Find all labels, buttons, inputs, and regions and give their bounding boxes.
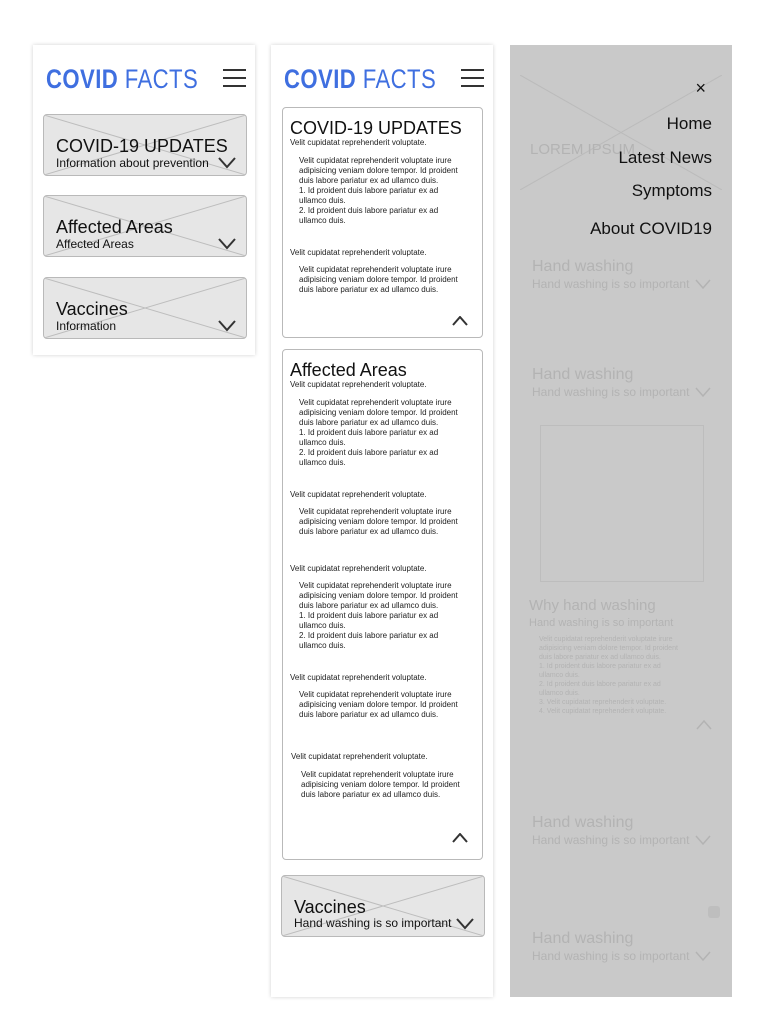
- chevron-up-icon[interactable]: [452, 833, 468, 843]
- accordion-title: COVID-19 UPDATES: [290, 118, 462, 138]
- accordion-title: Affected Areas: [290, 360, 407, 380]
- menu-item-latest-news[interactable]: Latest News: [618, 148, 712, 167]
- chevron-down-icon[interactable]: [218, 320, 236, 332]
- bg-card-title: Hand washing: [532, 930, 634, 947]
- section-body: Velit cupidatat reprehenderit voluptate irure adipisicing veniam dolore tempor. Id proident duis labore pariatur ex ad ullamco duis.: [299, 507, 458, 536]
- bg-section-title: Why hand washing: [529, 597, 656, 614]
- hamburger-menu-icon[interactable]: [461, 69, 484, 87]
- section-body: Velit cupidatat reprehenderit voluptate irure adipisicing veniam dolore tempor. Id proident duis labore pariatur ex ad ullamco duis.: [299, 265, 458, 294]
- accordion-title: Vaccines: [56, 299, 128, 319]
- screen-menu-open: [510, 45, 732, 997]
- section-subheading: Velit cupidatat reprehenderit voluptate.: [290, 490, 427, 499]
- section-subheading: Velit cupidatat reprehenderit voluptate.: [290, 138, 427, 147]
- image-placeholder: [540, 425, 704, 582]
- section-subheading: Velit cupidatat reprehenderit voluptate.: [290, 673, 427, 682]
- section-body: Velit cupidatat reprehenderit voluptate irure adipisicing veniam dolore tempor. Id proident duis labore pariatur ex ad ullamco duis. 1. Id proident duis labore pariatur ex ad ullamco duis. 2. Id proident duis labore pariatur ex ad ullamco duis.: [299, 398, 458, 467]
- accordion-subtitle: Information about prevention: [56, 156, 209, 170]
- accordion-vaccines[interactable]: [43, 277, 247, 339]
- accordion-subtitle: Affected Areas: [56, 237, 134, 251]
- screen-expanded: [271, 45, 493, 997]
- section-body: Velit cupidatat reprehenderit voluptate irure adipisicing veniam dolore tempor. Id proident duis labore pariatur ex ad ullamco duis. 1. Id proident duis labore pariatur ex ad ullamco duis. 2. Id proident duis labore pariatur ex ad ullamco duis.: [299, 581, 458, 650]
- hamburger-menu-icon[interactable]: [223, 69, 246, 87]
- app-logo[interactable]: COVID FACTS: [46, 64, 199, 94]
- accordion-affected-areas[interactable]: [43, 195, 247, 257]
- accordion-covid-updates-open: [282, 107, 483, 338]
- chevron-down-icon[interactable]: [218, 157, 236, 169]
- chevron-down-icon: [695, 951, 711, 962]
- bg-card-subtitle: Hand washing is so important: [532, 949, 690, 963]
- section-subheading: Velit cupidatat reprehenderit voluptate.: [290, 248, 427, 257]
- chevron-down-icon: [695, 835, 711, 846]
- bg-section-subtitle: Hand washing is so important: [529, 617, 674, 629]
- accordion-title: Affected Areas: [56, 217, 173, 237]
- chevron-down-icon: [695, 387, 711, 398]
- chevron-up-icon: [696, 720, 712, 730]
- app-logo[interactable]: COVID FACTS: [284, 64, 437, 94]
- hero-title: LOREM IPSUM: [530, 141, 636, 158]
- chevron-down-icon[interactable]: [218, 238, 236, 250]
- chevron-down-icon[interactable]: [456, 918, 474, 930]
- scroll-top-icon: [708, 906, 720, 918]
- section-subheading: Velit cupidatat reprehenderit voluptate.: [291, 752, 428, 761]
- accordion-title: Vaccines: [294, 897, 366, 917]
- bg-section-body: Velit cupidatat reprehenderit voluptate irure adipisicing veniam dolore tempor. Id proident duis labore pariatur ex ad ullamco duis. 1. Id proident duis labore pariatur ex ad ullamco duis. 2. Id proident duis labore pariatur ex ad ullamco duis. 3. Velit cupidatat reprehenderit voluptate. 4. Velit cupidatat reprehenderit voluptate.: [539, 636, 678, 715]
- accordion-vaccines[interactable]: [281, 875, 485, 937]
- bg-card-subtitle: Hand washing is so important: [532, 385, 690, 399]
- bg-card-title: Hand washing: [532, 258, 634, 275]
- section-subheading: Velit cupidatat reprehenderit voluptate.: [290, 380, 427, 389]
- menu-item-home[interactable]: Home: [666, 114, 712, 133]
- section-body: Velit cupidatat reprehenderit voluptate irure adipisicing veniam dolore tempor. Id proident duis labore pariatur ex ad ullamco duis.: [301, 770, 460, 799]
- chevron-down-icon: [695, 279, 711, 290]
- section-body: Velit cupidatat reprehenderit voluptate irure adipisicing veniam dolore tempor. Id proident duis labore pariatur ex ad ullamco duis.: [299, 690, 458, 719]
- bg-card-subtitle: Hand washing is so important: [532, 277, 690, 291]
- close-icon[interactable]: ×: [695, 78, 706, 98]
- chevron-up-icon[interactable]: [452, 316, 468, 326]
- accordion-subtitle: Information: [56, 319, 117, 333]
- accordion-affected-areas-open: [282, 349, 483, 860]
- screen-collapsed: [33, 45, 255, 355]
- accordion-subtitle: Hand washing is so important: [294, 916, 452, 930]
- menu-item-about-covid19[interactable]: About COVID19: [590, 219, 712, 238]
- accordion-covid-updates[interactable]: [43, 114, 247, 176]
- menu-item-symptoms[interactable]: Symptoms: [631, 181, 712, 200]
- bg-card-title: Hand washing: [532, 366, 634, 383]
- bg-card-subtitle: Hand washing is so important: [532, 833, 690, 847]
- bg-card-title: Hand washing: [532, 814, 634, 831]
- section-body: Velit cupidatat reprehenderit voluptate irure adipisicing veniam dolore tempor. Id proident duis labore pariatur ex ad ullamco duis. 1. Id proident duis labore pariatur ex ad ullamco duis. 2. Id proident duis labore pariatur ex ad ullamco duis.: [299, 156, 458, 225]
- accordion-title: COVID-19 UPDATES: [56, 136, 228, 156]
- section-subheading: Velit cupidatat reprehenderit voluptate.: [290, 564, 427, 573]
